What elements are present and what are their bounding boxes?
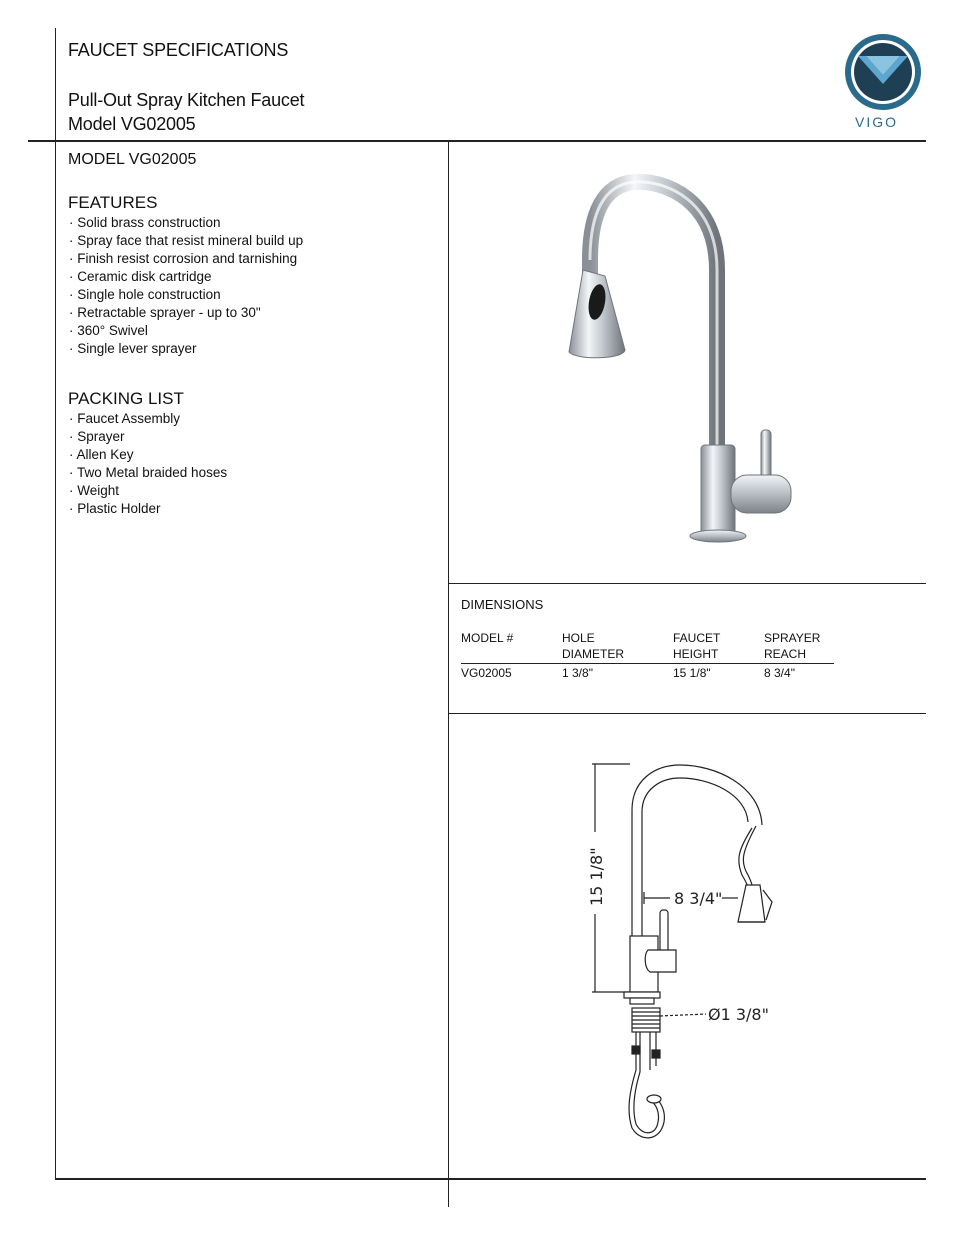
reach-label: 8 3/4" [674, 889, 723, 908]
list-item: · Finish resist corrosion and tarnishing [69, 251, 298, 266]
column-header-line2: DIAMETER [562, 647, 625, 661]
column-header-line1: HOLE [562, 631, 595, 645]
table-cell: 15 1/8" [673, 666, 711, 680]
dimension-drawing [560, 750, 800, 1150]
table-row [461, 664, 834, 682]
list-item: · Single hole construction [69, 287, 221, 302]
list-item: · Retractable sprayer - up to 30" [69, 305, 261, 320]
column-header [673, 630, 764, 664]
header-divider [28, 140, 926, 142]
column-header-line2 [461, 646, 562, 662]
table-cell: 1 3/8" [562, 666, 593, 680]
vigo-logo-icon [836, 32, 930, 112]
technical-drawing [560, 750, 800, 1150]
hole-label: Ø1 3/8" [708, 1005, 769, 1024]
vigo-logo [836, 32, 930, 132]
features-list [69, 214, 303, 358]
list-item: · 360° Swivel [69, 323, 148, 338]
model-heading: MODEL VG02005 [68, 151, 197, 168]
left-border [55, 28, 56, 1180]
features-heading: FEATURES [68, 193, 158, 212]
faucet-photo [495, 160, 815, 560]
column-header-line2: HEIGHT [673, 647, 719, 661]
table-cell: 8 3/4" [764, 666, 795, 680]
list-item: · Ceramic disk cartridge [69, 269, 212, 284]
product-model: Model VG02005 [68, 114, 196, 134]
list-item: · Single lever sprayer [69, 341, 197, 356]
packing-heading: PACKING LIST [68, 389, 184, 408]
footer-divider [55, 1178, 926, 1180]
faucet-image [495, 160, 815, 560]
height-label: 15 1/8" [587, 847, 606, 906]
list-item: · Spray face that resist mineral build up [69, 233, 304, 248]
column-header [461, 630, 562, 664]
list-item: · Sprayer [69, 429, 125, 444]
photo-divider [449, 583, 926, 584]
logo-wordmark: VIGO [855, 114, 899, 130]
dimensions-divider [449, 713, 926, 714]
list-item: · Weight [69, 483, 120, 498]
column-divider [448, 141, 449, 1207]
list-item: · Allen Key [69, 447, 134, 462]
page-title: FAUCET SPECIFICATIONS [68, 40, 289, 60]
packing-list [69, 410, 227, 518]
list-item: · Solid brass construction [69, 215, 221, 230]
dimensions-table [461, 630, 834, 681]
column-header-line1: MODEL # [461, 631, 514, 645]
table-header-row [461, 630, 834, 664]
column-header [764, 630, 834, 664]
column-header-line1: FAUCET [673, 631, 721, 645]
column-header [562, 630, 673, 664]
list-item: · Two Metal braided hoses [69, 465, 228, 480]
column-header-line2: REACH [764, 647, 807, 661]
product-name: Pull-Out Spray Kitchen Faucet [68, 90, 305, 110]
table-cell: VG02005 [461, 666, 512, 680]
dimensions-label: DIMENSIONS [461, 597, 544, 612]
list-item: · Plastic Holder [69, 501, 161, 516]
list-item: · Faucet Assembly [69, 411, 181, 426]
column-header-line1: SPRAYER [764, 631, 821, 645]
